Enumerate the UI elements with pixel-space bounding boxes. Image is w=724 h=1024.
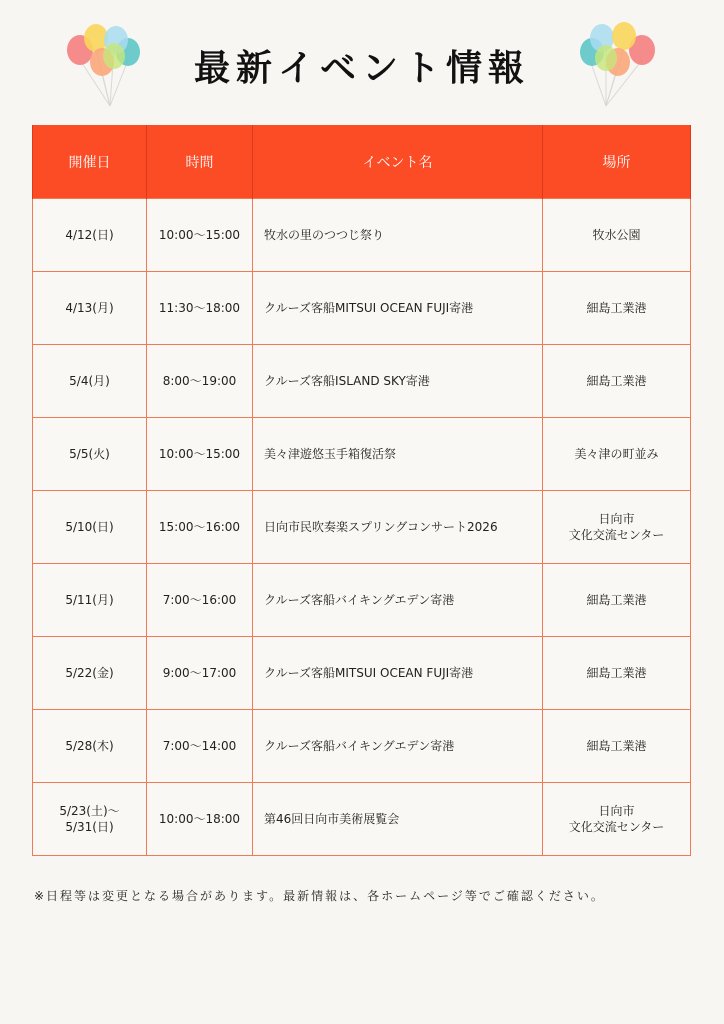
table-row <box>33 783 691 856</box>
table-row <box>33 418 691 491</box>
event-name: クルーズ客船バイキングエデン寄港 <box>253 564 543 637</box>
event-time: 8:00～19:00 <box>147 345 253 418</box>
event-name: クルーズ客船MITSUI OCEAN FUJI寄港 <box>253 272 543 345</box>
table-row <box>33 345 691 418</box>
event-time: 9:00～17:00 <box>147 637 253 710</box>
event-time: 7:00～14:00 <box>147 710 253 783</box>
page-title: 最新イベント情報 <box>193 48 530 89</box>
event-venue: 細島工業港 <box>543 637 691 710</box>
table-row <box>33 710 691 783</box>
event-date: 4/12(日) <box>33 199 147 272</box>
event-time: 11:30～18:00 <box>147 272 253 345</box>
footnote: ※日程等は変更となる場合があります。最新情報は、各ホームページ等でご確認ください。 <box>34 889 605 903</box>
header-venue: 場所 <box>543 125 691 199</box>
table-row <box>33 491 691 564</box>
event-venue: 日向市 文化交流センター <box>543 491 691 564</box>
event-time: 7:00～16:00 <box>147 564 253 637</box>
event-time: 10:00～18:00 <box>147 783 253 856</box>
table-row <box>33 272 691 345</box>
header-date: 開催日 <box>33 125 147 199</box>
event-time: 10:00～15:00 <box>147 418 253 491</box>
event-date: 5/23(土)～ 5/31(日) <box>33 783 147 856</box>
event-venue: 細島工業港 <box>543 272 691 345</box>
event-venue: 日向市 文化交流センター <box>543 783 691 856</box>
event-name: 日向市民吹奏楽スプリングコンサート2026 <box>253 491 543 564</box>
event-date: 5/10(日) <box>33 491 147 564</box>
event-time: 15:00～16:00 <box>147 491 253 564</box>
event-date: 4/13(月) <box>33 272 147 345</box>
event-date: 5/5(火) <box>33 418 147 491</box>
event-name: 第46回日向市美術展覧会 <box>253 783 543 856</box>
event-date: 5/11(月) <box>33 564 147 637</box>
event-date: 5/4(月) <box>33 345 147 418</box>
events-table <box>32 125 691 856</box>
event-time: 10:00～15:00 <box>147 199 253 272</box>
event-venue: 細島工業港 <box>543 564 691 637</box>
event-name: クルーズ客船MITSUI OCEAN FUJI寄港 <box>253 637 543 710</box>
event-venue: 牧水公園 <box>543 199 691 272</box>
table-row <box>33 199 691 272</box>
event-name: 美々津遊悠玉手箱復活祭 <box>253 418 543 491</box>
event-venue: 美々津の町並み <box>543 418 691 491</box>
event-name: 牧水の里のつつじ祭り <box>253 199 543 272</box>
event-venue: 細島工業港 <box>543 345 691 418</box>
header-time: 時間 <box>147 125 253 199</box>
event-date: 5/22(金) <box>33 637 147 710</box>
header-event-name: イベント名 <box>253 125 543 199</box>
event-date: 5/28(木) <box>33 710 147 783</box>
event-name: クルーズ客船バイキングエデン寄港 <box>253 710 543 783</box>
event-venue: 細島工業港 <box>543 710 691 783</box>
event-name: クルーズ客船ISLAND SKY寄港 <box>253 345 543 418</box>
table-row <box>33 637 691 710</box>
header-row <box>33 125 691 199</box>
table-row <box>33 564 691 637</box>
